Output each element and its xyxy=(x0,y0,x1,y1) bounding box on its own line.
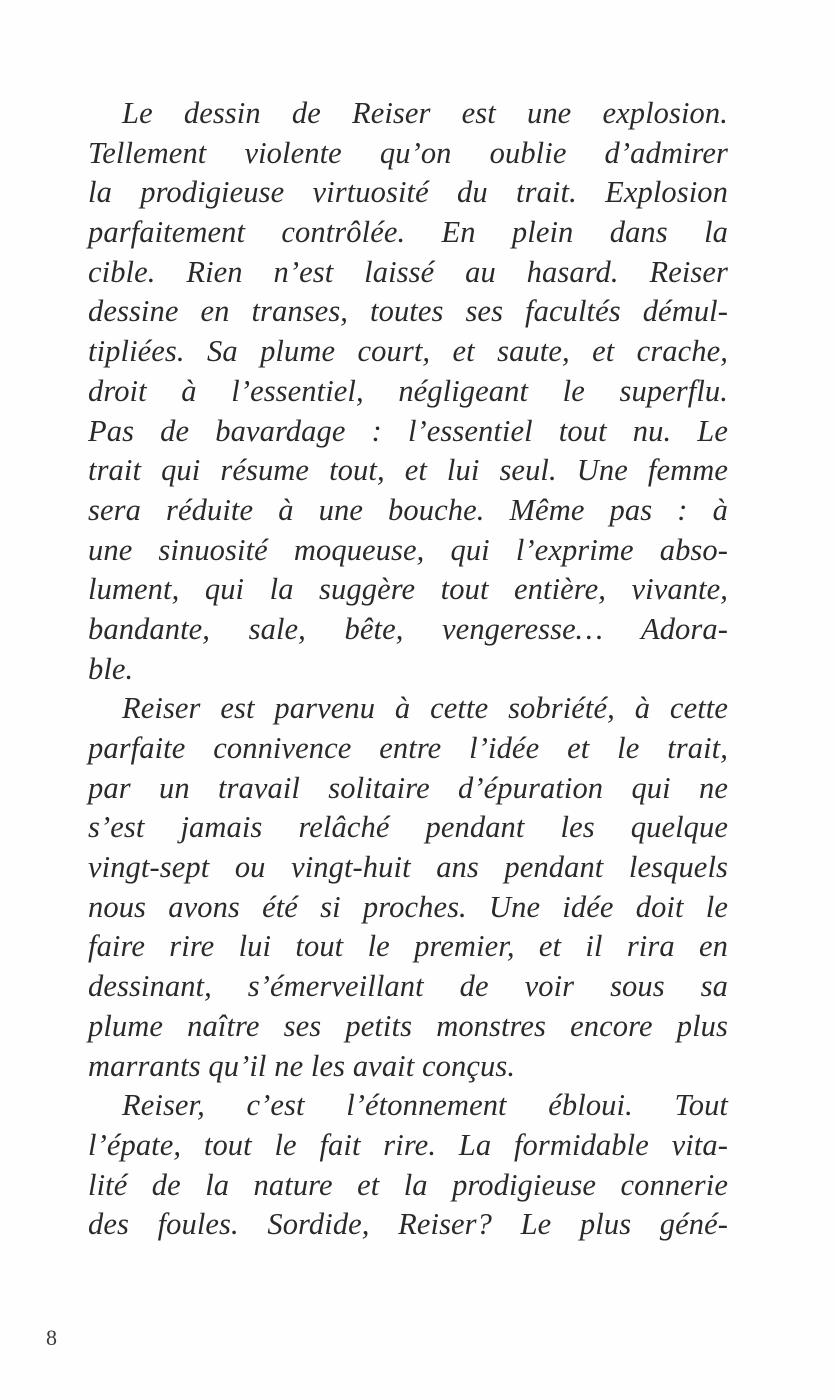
text-line: vingt-sept ou vingt-huit ans pendant lesquels xyxy=(88,850,728,885)
text-line: droit à l’essentiel, négligeant le superflu. xyxy=(88,373,728,408)
page-number: 8 xyxy=(46,1325,57,1350)
text-line: plume naître ses petits monstres encore plus xyxy=(88,1008,728,1043)
text-line: s’est jamais relâché pendant les quelque xyxy=(88,810,728,845)
text-line: Pas de bavardage : l’essentiel tout nu. Le xyxy=(88,413,728,448)
text-line: dessine en transes, toutes ses facultés démul- xyxy=(88,294,728,329)
text-line: faire rire lui tout le premier, et il rira en xyxy=(88,929,728,964)
text-line: Le dessin de Reiser est une explosion. xyxy=(122,96,728,130)
text-line: Reiser est parvenu à cette sobriété, à cette xyxy=(122,691,728,726)
text-line: par un travail solitaire d’épuration qui ne xyxy=(88,770,728,805)
text-line: parfaite connivence entre l’idée et le trait, xyxy=(88,731,728,765)
text-line: dessinant, s’émerveillant de voir sous sa xyxy=(88,969,728,1004)
text-line: une sinuosité moqueuse, qui l’exprime abso- xyxy=(88,532,728,567)
text-line: tipliées. Sa plume court, et saute, et crache, xyxy=(88,334,728,369)
text-line: trait qui résume tout, et lui seul. Une femme xyxy=(88,453,728,488)
text-line: marrants qu’il ne les avait conçus. xyxy=(88,1048,516,1083)
text-line: nous avons été si proches. Une idée doit le xyxy=(88,889,728,924)
text-line: ble. xyxy=(88,651,134,686)
text-line: Tellement violente qu’on oublie d’admirer xyxy=(88,135,728,170)
text-line: bandante, sale, bête, vengeresse… Adora- xyxy=(88,611,728,646)
text-line: des foules. Sordide, Reiser? Le plus géné- xyxy=(88,1207,728,1242)
text-line: sera réduite à une bouche. Même pas : à xyxy=(88,492,728,527)
text-line: lument, qui la suggère tout entière, vivante, xyxy=(88,572,728,607)
text-line: parfaitement contrôlée. En plein dans la xyxy=(88,215,728,250)
text-line: cible. Rien n’est laissé au hasard. Reiser xyxy=(88,254,728,289)
text-line: l’épate, tout le fait rire. La formidable vita- xyxy=(88,1127,728,1162)
body-text xyxy=(88,94,728,1245)
text-line: Reiser, c’est l’étonnement ébloui. Tout xyxy=(122,1088,728,1123)
text-line: lité de la nature et la prodigieuse connerie xyxy=(88,1167,728,1202)
text-line: la prodigieuse virtuosité du trait. Explosion xyxy=(88,175,728,210)
